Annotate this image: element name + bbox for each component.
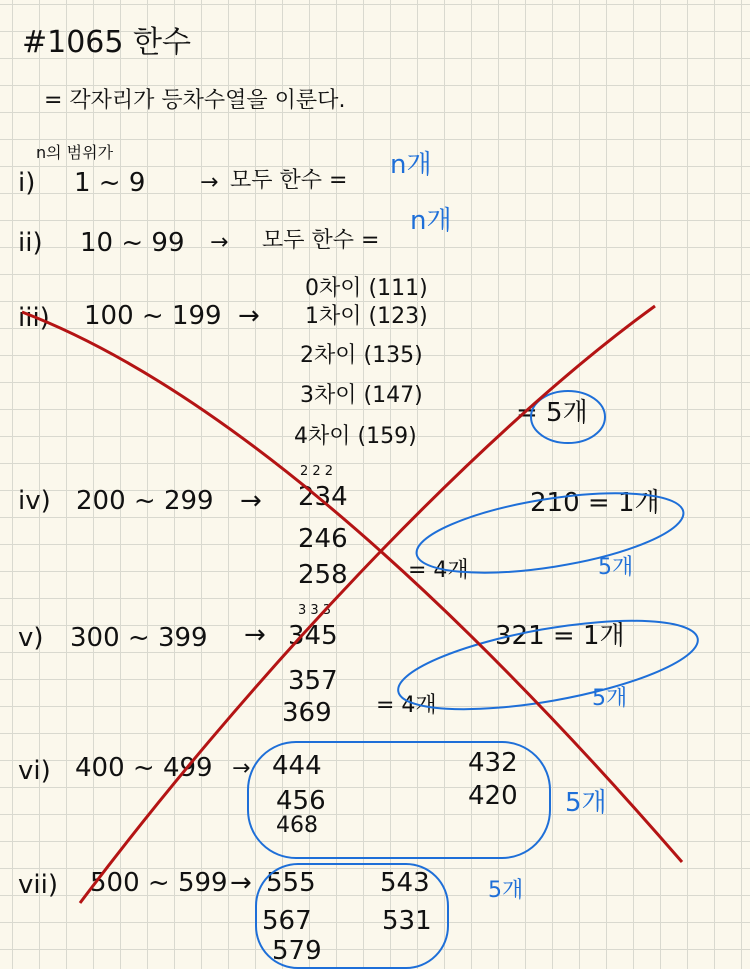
- case-range: 400 ~ 499: [75, 753, 213, 783]
- arrow-icon: →: [240, 486, 262, 516]
- diff-item: 1차이 (123): [305, 304, 428, 329]
- case-range: 10 ~ 99: [80, 228, 185, 258]
- diff-annotation: 3 3 3: [298, 603, 332, 618]
- number-item: 432: [468, 748, 518, 778]
- arrow-icon: →: [238, 301, 260, 331]
- case-range: 500 ~ 599: [90, 868, 228, 898]
- number-item: 531: [382, 906, 432, 936]
- page-title: #1065 한수: [22, 25, 191, 60]
- case-count: n개: [410, 206, 452, 236]
- arrow-icon: →: [210, 230, 229, 255]
- total-count: 5개: [565, 788, 607, 818]
- number-item: 579: [272, 936, 322, 966]
- case-range: 100 ~ 199: [84, 301, 222, 331]
- definition-text: = 각자리가 등차수열을 이룬다.: [44, 88, 346, 113]
- case-marker: iii): [18, 303, 50, 333]
- number-item: 234: [298, 482, 348, 512]
- arrow-icon: →: [230, 868, 252, 898]
- number-item: 555: [266, 868, 316, 898]
- number-item: 444: [272, 751, 322, 781]
- total-count: 5개: [598, 555, 634, 580]
- case-range: 1 ~ 9: [74, 168, 146, 198]
- case-range: 300 ~ 399: [70, 623, 208, 653]
- number-item: 258: [298, 560, 348, 590]
- number-item: 246: [298, 524, 348, 554]
- number-item: 468: [276, 813, 318, 838]
- count-100: = 5개: [516, 398, 588, 428]
- case-range: 200 ~ 299: [76, 486, 214, 516]
- case-marker: v): [18, 623, 44, 653]
- extra-count: 210 = 1개: [530, 488, 660, 518]
- case-marker: ii): [18, 228, 43, 258]
- arrow-icon: →: [200, 170, 219, 195]
- number-item: 456: [276, 786, 326, 816]
- diff-item: 0차이 (111): [305, 276, 428, 301]
- case-marker: vii): [18, 870, 58, 900]
- case-marker: iv): [18, 486, 51, 516]
- case-text: 모두 한수 =: [262, 228, 380, 253]
- diff-item: 3차이 (147): [300, 383, 423, 408]
- number-item: 543: [380, 868, 430, 898]
- diff-annotation: 2 2 2: [300, 464, 334, 479]
- number-item: 345: [288, 621, 338, 651]
- case-text: 모두 한수 =: [230, 168, 348, 193]
- diff-item: 2차이 (135): [300, 343, 423, 368]
- count-eq: = 4개: [408, 558, 469, 583]
- total-count: 5개: [592, 686, 628, 711]
- arrow-icon: →: [244, 620, 266, 650]
- number-item: 567: [262, 906, 312, 936]
- number-item: 357: [288, 666, 338, 696]
- case-count: n개: [390, 150, 432, 180]
- total-count: 5개: [488, 878, 524, 903]
- arrow-icon: →: [232, 756, 251, 781]
- case-marker: vi): [18, 756, 51, 786]
- diff-item: 4차이 (159): [294, 424, 417, 449]
- number-item: 369: [282, 698, 332, 728]
- number-item: 420: [468, 781, 518, 811]
- extra-count: 321 = 1개: [495, 621, 625, 651]
- count-eq: = 4개: [376, 693, 437, 718]
- case-marker: i): [18, 168, 36, 198]
- range-label: n의 범위가: [36, 143, 114, 162]
